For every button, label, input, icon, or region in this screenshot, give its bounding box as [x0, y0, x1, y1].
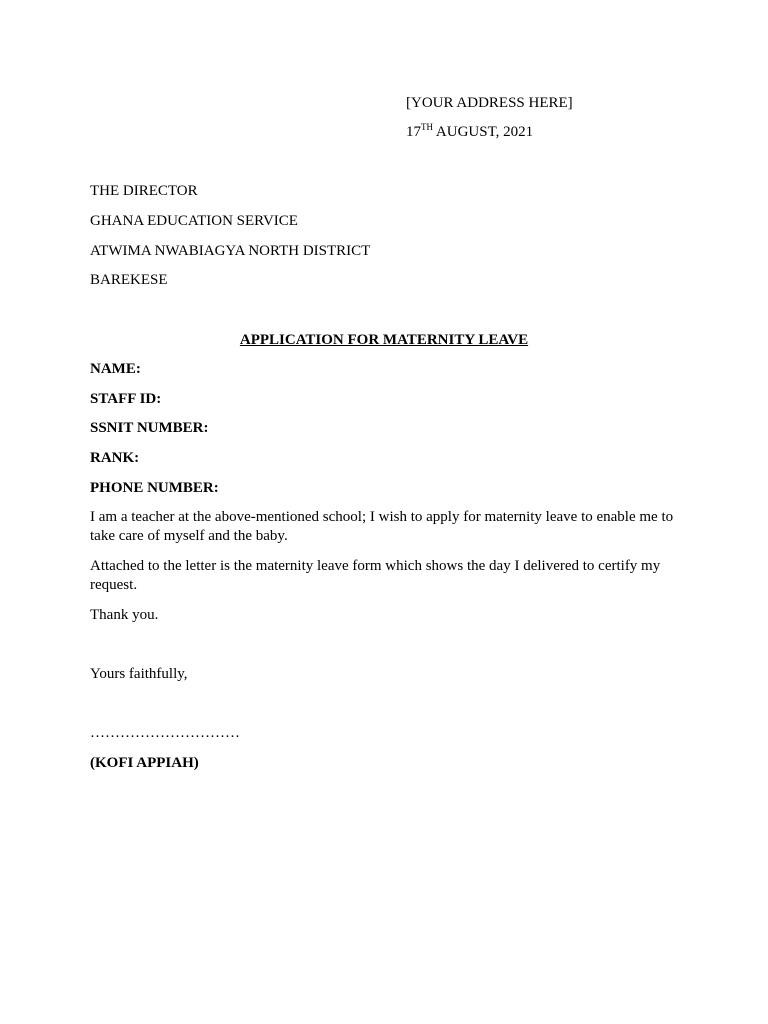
field-phone-label: PHONE NUMBER:	[90, 480, 219, 496]
valediction: Yours faithfully,	[90, 666, 188, 682]
date-rest: AUGUST, 2021	[433, 124, 534, 140]
recipient-line-4: BAREKESE	[90, 272, 168, 288]
signer-name: (KOFI APPIAH)	[90, 755, 199, 771]
signature-line: …………………………	[90, 725, 240, 741]
thanks-line: Thank you.	[90, 607, 159, 623]
date-suffix: TH	[421, 122, 433, 132]
letter-date	[406, 123, 533, 142]
sender-address: [YOUR ADDRESS HERE]	[406, 95, 573, 111]
subject-heading: APPLICATION FOR MATERNITY LEAVE	[239, 332, 529, 348]
field-name-label: NAME:	[90, 361, 141, 377]
field-rank-label: RANK:	[90, 450, 140, 466]
field-staff-id-label: STAFF ID:	[90, 391, 162, 407]
body-paragraph-2: Attached to the letter is the maternity leave form which shows the day I delivered to certify my request.	[90, 558, 661, 593]
recipient-line-3: ATWIMA NWABIAGYA NORTH DISTRICT	[90, 243, 371, 259]
field-ssnit-label: SSNIT NUMBER:	[90, 420, 209, 436]
body-paragraph-1: I am a teacher at the above-mentioned school; I wish to apply for maternity leave to enable me to take care of myself and the baby.	[90, 509, 674, 544]
recipient-line-2: GHANA EDUCATION SERVICE	[90, 213, 298, 229]
date-day: 17	[406, 124, 421, 140]
recipient-line-1: THE DIRECTOR	[90, 183, 198, 199]
